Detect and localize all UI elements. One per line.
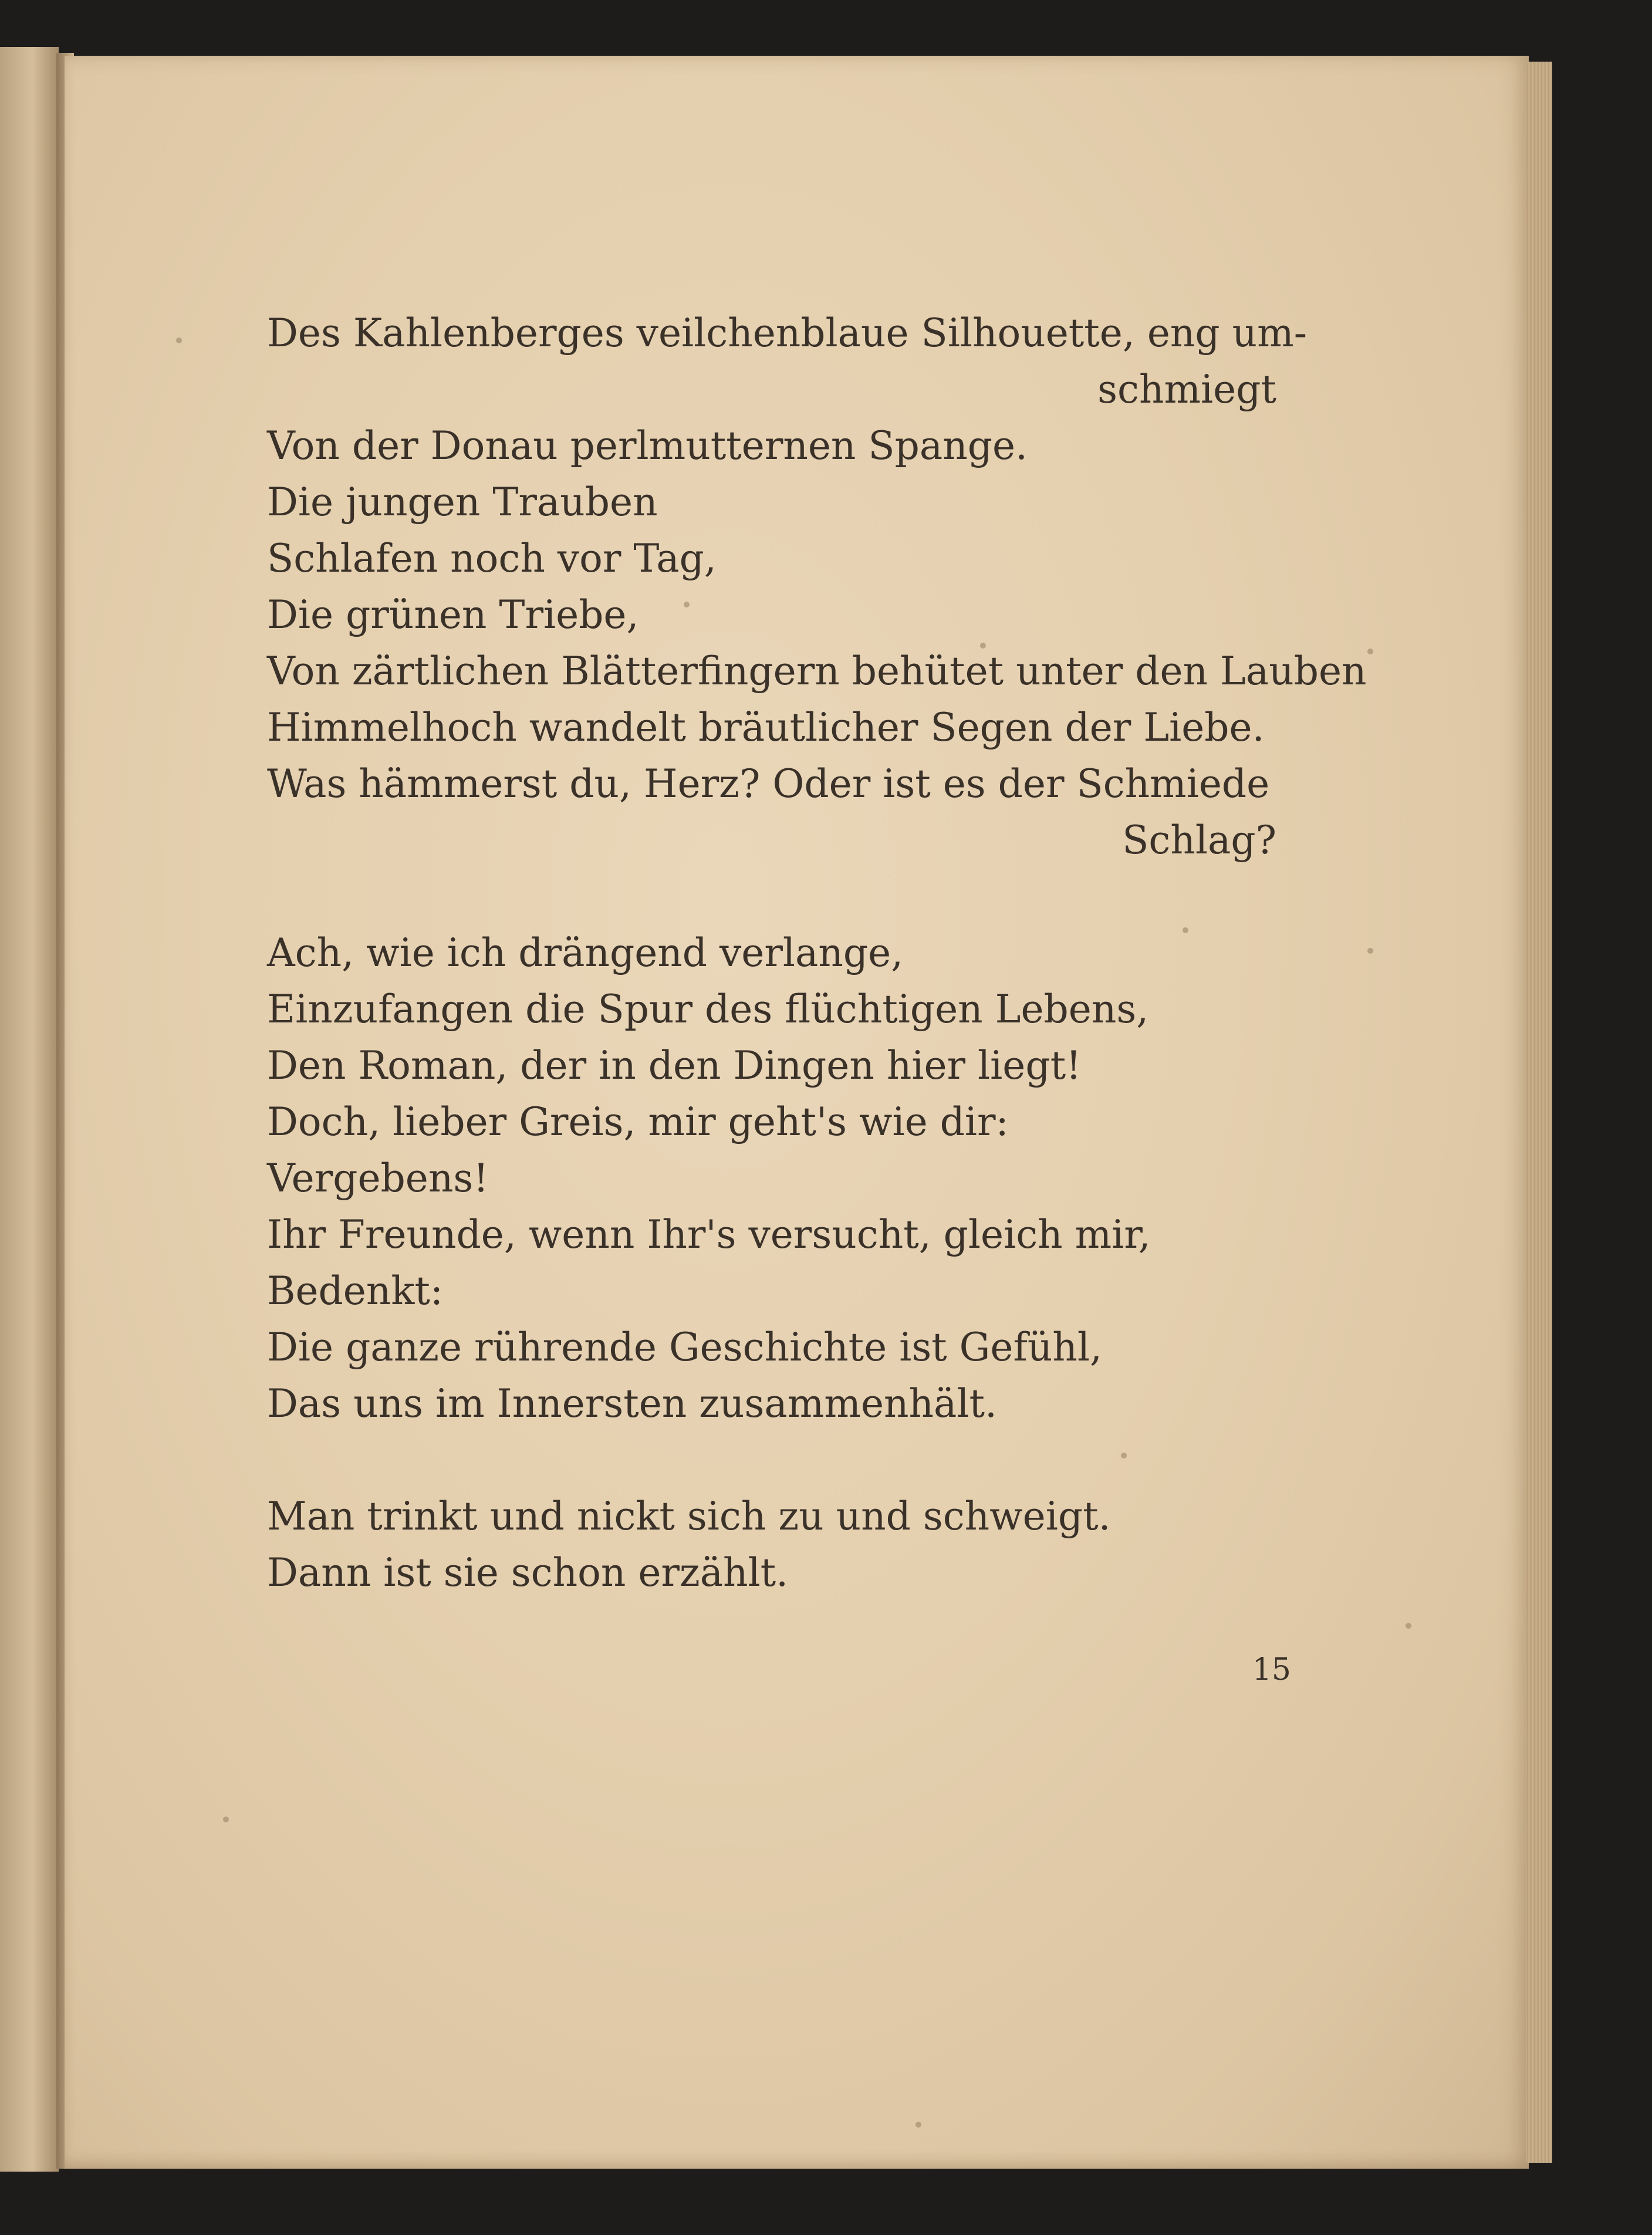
poem-line: Doch, lieber Greis, mir geht's wie dir: <box>267 1099 1009 1144</box>
poem-line: Was hämmerst du, Herz? Oder ist es der Schmiede <box>267 761 1270 806</box>
poem-line: Von der Donau perlmutternen Spange. <box>267 423 1028 468</box>
poem-line: Ihr Freunde, wenn Ihr's versucht, gleich mir, <box>267 1212 1151 1257</box>
poem-line: Man trinkt und nickt sich zu und schweigt. <box>267 1494 1111 1539</box>
poem-line: Die jungen Trauben <box>267 480 658 525</box>
poem-line: schmiegt <box>1097 367 1276 412</box>
left-page-edge <box>0 47 59 2172</box>
poem-text <box>267 305 1367 1601</box>
paper-speck <box>223 1817 229 1822</box>
poem-line: Das uns im Innersten zusammenhält. <box>267 1381 997 1426</box>
poem-line: Vergebens! <box>267 1156 489 1201</box>
stanza <box>267 305 1367 869</box>
poem-line: Dann ist sie schon erzählt. <box>267 1550 789 1595</box>
paper-speck <box>1367 948 1373 954</box>
page-number: 15 <box>1252 1652 1291 1687</box>
poem-line: Bedenkt: <box>267 1268 444 1314</box>
poem-line: Himmelhoch wandelt bräutlicher Segen der Liebe. <box>267 705 1265 750</box>
poem-line: Schlafen noch vor Tag, <box>267 536 717 581</box>
paper-speck <box>1367 649 1373 654</box>
poem-line: Schlag? <box>1122 818 1276 863</box>
poem-line: Die ganze rührende Geschichte ist Gefühl, <box>267 1325 1102 1370</box>
paper-speck <box>176 337 182 343</box>
poem-line: Die grünen Triebe, <box>267 592 639 637</box>
paper-speck <box>1406 1623 1411 1629</box>
right-page-edge <box>1526 62 1552 2163</box>
paper-speck <box>915 2122 921 2128</box>
poem-line: Einzufangen die Spur des flüchtigen Lebens, <box>267 987 1149 1032</box>
stanza <box>267 925 1276 1432</box>
poem-line: Den Roman, der in den Dingen hier liegt! <box>267 1043 1082 1088</box>
poem-line: Von zärtlichen Blätterfingern behütet unter den Lauben <box>267 649 1367 694</box>
stanza <box>267 1488 1276 1601</box>
poem-line: Des Kahlenberges veilchenblaue Silhouette, eng um- <box>267 310 1308 356</box>
poem-line: Ach, wie ich drängend verlange, <box>267 930 904 975</box>
